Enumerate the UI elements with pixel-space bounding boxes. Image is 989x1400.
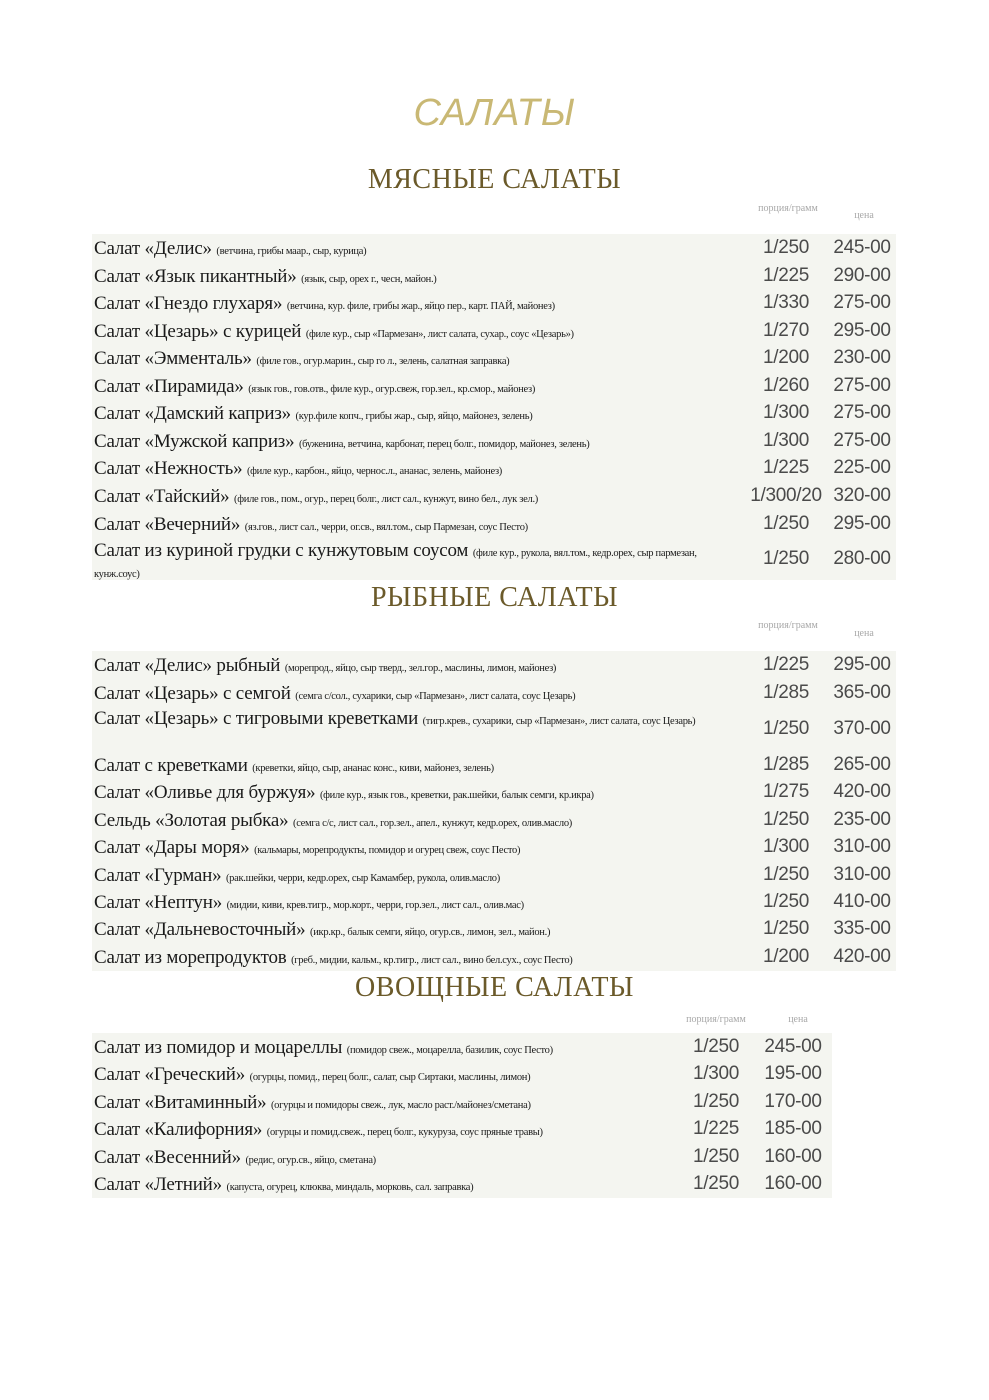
price: 420-00 <box>833 946 891 967</box>
menu-item-row <box>92 943 896 971</box>
portion-size: 1/300 <box>692 1063 740 1084</box>
menu-item-row <box>92 427 896 454</box>
menu-item-row <box>92 706 896 751</box>
column-header-portion: порция/грамм <box>758 620 818 631</box>
dish-title: Салат «Дары моря» <box>94 837 250 858</box>
portion-size: 1/250 <box>762 809 810 830</box>
menu-item-row <box>92 1060 832 1088</box>
dish-ingredients: (семга с/с, лист сал., гор.зел., апел., кунжут, кедр.орех, олив.масло) <box>293 818 572 829</box>
menu-item-row <box>92 1170 832 1198</box>
menu-item-row <box>92 262 896 289</box>
price: 295-00 <box>833 320 891 341</box>
dish-name <box>94 1174 664 1199</box>
dish-title: Салат «Летний» <box>94 1174 222 1195</box>
menu-item-row <box>92 806 896 833</box>
menu-item-row <box>92 861 896 888</box>
vegetable-salads-table <box>92 1033 832 1198</box>
menu-item-row <box>92 651 896 679</box>
price: 295-00 <box>833 513 891 534</box>
menu-item-row <box>92 344 896 372</box>
dish-name <box>94 403 744 428</box>
dish-name <box>94 542 744 584</box>
dish-ingredients: (филе кур., рукола, вял.том., кедр.орех, сыр пармезан, кунж.соус) <box>94 548 697 580</box>
dish-title: Салат «Дальневосточный» <box>94 919 306 940</box>
dish-title: Салат «Делис» <box>94 238 212 259</box>
menu-item-row <box>92 751 896 778</box>
section-title-vegetable: ОВОЩНЫЕ САЛАТЫ <box>355 972 634 1003</box>
dish-ingredients: (ветчина, кур. филе, грибы жар., яйцо пер., карт. ПАЙ, майонез) <box>286 301 555 312</box>
dish-title: Салат «Вечерний» <box>94 514 241 535</box>
dish-title: Салат «Эмменталь» <box>94 348 252 369</box>
portion-size: 1/225 <box>762 457 810 478</box>
portion-size: 1/250 <box>762 548 810 569</box>
dish-name <box>94 1064 664 1089</box>
page-title: САЛАТЫ <box>413 92 576 134</box>
dish-ingredients: (яз.гов., лист сал., черри, ог.св., вял.том., сыр Пармезан, соус Песто) <box>244 522 528 533</box>
portion-size: 1/225 <box>762 265 810 286</box>
dish-ingredients: (язык, сыр, орех г., чесн, майон.) <box>301 274 437 285</box>
dish-name <box>94 810 734 835</box>
menu-item-row <box>92 915 896 943</box>
dish-name <box>94 947 734 972</box>
portion-size: 1/330 <box>762 292 810 313</box>
dish-title: Салат с креветками <box>94 755 248 776</box>
dish-name <box>94 892 734 917</box>
dish-ingredients: (икр.кр., балык семги, яйцо, огур.св., лимон, зел., майон.) <box>310 927 551 938</box>
fish-salads-table <box>92 651 896 971</box>
portion-size: 1/225 <box>692 1118 740 1139</box>
dish-title: Салат «Гнездо глухаря» <box>94 293 283 314</box>
menu-item-row <box>92 289 896 317</box>
dish-title: Салат «Нептун» <box>94 892 222 913</box>
dish-title: Салат «Дамский каприз» <box>94 403 291 424</box>
menu-item-row <box>92 1033 832 1060</box>
price: 160-00 <box>764 1146 822 1167</box>
portion-size: 1/250 <box>762 864 810 885</box>
portion-size: 1/250 <box>692 1146 740 1167</box>
menu-item-row <box>92 833 896 861</box>
portion-size: 1/250 <box>692 1173 740 1194</box>
price: 280-00 <box>833 548 891 569</box>
portion-size: 1/300/20 <box>750 485 822 506</box>
price: 160-00 <box>764 1173 822 1194</box>
portion-size: 1/250 <box>762 918 810 939</box>
dish-name <box>94 266 744 291</box>
dish-title: Салат «Язык пикантный» <box>94 266 297 287</box>
dish-title: Салат «Тайский» <box>94 486 230 507</box>
menu-item-row <box>92 1143 832 1170</box>
price: 310-00 <box>833 836 891 857</box>
portion-size: 1/200 <box>762 946 810 967</box>
dish-title: Салат «Греческий» <box>94 1064 246 1085</box>
section-title-meat: МЯСНЫЕ САЛАТЫ <box>367 164 622 195</box>
portion-size: 1/250 <box>762 513 810 534</box>
dish-ingredients: (огурцы, помид., перец болг., салат, сыр Сиртаки, маслины, лимон) <box>249 1072 531 1083</box>
dish-title: Салат «Калифорния» <box>94 1119 263 1140</box>
dish-name <box>94 238 744 263</box>
dish-name <box>94 683 734 708</box>
price: 230-00 <box>833 347 891 368</box>
dish-title: Салат «Витаминный» <box>94 1092 267 1113</box>
dish-name <box>94 1037 664 1062</box>
dish-name <box>94 865 734 890</box>
dish-ingredients: (мидии, киви, крев.тигр., мор.корт., черри, гор.зел., лист сал., олив.мас) <box>226 900 524 911</box>
menu-item-row <box>92 778 896 806</box>
dish-ingredients: (тигр.крев., сухарики, сыр «Пармезан», лист салата, соус Цезарь) <box>422 716 696 727</box>
dish-title: Салат «Нежность» <box>94 458 243 479</box>
column-header-portion: порция/грамм <box>758 203 818 214</box>
dish-ingredients: (капуста, огурец, клюква, миндаль, морковь, сал. заправка) <box>226 1182 474 1193</box>
portion-size: 1/250 <box>692 1091 740 1112</box>
dish-title: Салат «Весенний» <box>94 1147 241 1168</box>
price: 275-00 <box>833 402 891 423</box>
dish-title: Салат «Гурман» <box>94 865 222 886</box>
dish-name <box>94 348 744 373</box>
dish-name <box>94 710 734 731</box>
price: 410-00 <box>833 891 891 912</box>
menu-item-row <box>92 679 896 706</box>
menu-item-row <box>92 538 896 580</box>
dish-ingredients: (креветки, яйцо, сыр, ананас конс., киви, майонез, зелень) <box>252 763 494 774</box>
dish-ingredients: (греб., мидии, кальм., кр.тигр., лист сал., вино бел.сух., соус Песто) <box>291 955 573 966</box>
dish-name <box>94 1147 664 1172</box>
dish-title: Салат из морепродуктов <box>94 947 287 968</box>
dish-ingredients: (огурцы и помид.свеж., перец болг., кукуруза, соус пряные травы) <box>266 1127 543 1138</box>
dish-title: Салат из куриной грудки с кунжутовым соусом <box>94 540 469 561</box>
price: 295-00 <box>833 654 891 675</box>
portion-size: 1/285 <box>762 754 810 775</box>
price: 245-00 <box>833 237 891 258</box>
price: 320-00 <box>833 485 891 506</box>
price: 335-00 <box>833 918 891 939</box>
portion-size: 1/285 <box>762 682 810 703</box>
dish-name <box>94 376 744 401</box>
dish-title: Салат «Оливье для буржуя» <box>94 782 316 803</box>
dish-name <box>94 486 744 511</box>
price: 195-00 <box>764 1063 822 1084</box>
dish-name <box>94 919 734 944</box>
dish-ingredients: (помидор свеж., моцарелла, базилик, соус Песто) <box>346 1045 553 1056</box>
dish-name <box>94 1092 664 1117</box>
dish-title: Салат «Цезарь» с семгой <box>94 683 291 704</box>
dish-ingredients: (кур.филе копч., грибы жар., сыр, яйцо, майонез, зелень) <box>295 411 533 422</box>
price: 170-00 <box>764 1091 822 1112</box>
dish-title: Салат «Цезарь» с тигровыми креветками <box>94 708 419 729</box>
portion-size: 1/270 <box>762 320 810 341</box>
dish-ingredients: (семга с/сол., сухарики, сыр «Пармезан», лист салата, соус Цезарь) <box>295 691 576 702</box>
portion-size: 1/225 <box>762 654 810 675</box>
dish-name <box>94 458 744 483</box>
dish-name <box>94 293 744 318</box>
price: 365-00 <box>833 682 891 703</box>
portion-size: 1/300 <box>762 836 810 857</box>
price: 185-00 <box>764 1118 822 1139</box>
dish-ingredients: (рак.шейки, черри, кедр.орех, сыр Камамбер, рукола, олив.масло) <box>225 873 500 884</box>
dish-name <box>94 1119 664 1144</box>
price: 290-00 <box>833 265 891 286</box>
dish-ingredients: (филе кур., язык гов., креветки, рак.шейки, балык семги, кр.икра) <box>319 790 594 801</box>
dish-ingredients: (редис, огур.св., яйцо, сметана) <box>245 1155 376 1166</box>
dish-title: Салат «Цезарь» с курицей <box>94 321 302 342</box>
menu-item-row <box>92 1115 832 1143</box>
menu-item-row <box>92 317 896 344</box>
column-header-price: цена <box>854 210 874 221</box>
dish-ingredients: (буженина, ветчина, карбонат, перец болг., помидор, майонез, зелень) <box>298 439 590 450</box>
price: 420-00 <box>833 781 891 802</box>
portion-size: 1/250 <box>762 891 810 912</box>
price: 245-00 <box>764 1036 822 1057</box>
menu-item-row <box>92 399 896 427</box>
dish-ingredients: (филе гов., огур.марин., сыр го л., зелень, салатная заправка) <box>256 356 510 367</box>
dish-title: Сельдь «Золотая рыбка» <box>94 810 289 831</box>
portion-size: 1/300 <box>762 402 810 423</box>
portion-size: 1/275 <box>762 781 810 802</box>
dish-ingredients: (филе кур., сыр «Пармезан», лист салата, сухар., соус «Цезарь») <box>305 329 574 340</box>
menu-item-row <box>92 888 896 915</box>
dish-name <box>94 755 734 780</box>
menu-item-row <box>92 372 896 399</box>
price: 310-00 <box>833 864 891 885</box>
dish-name <box>94 321 744 346</box>
price: 235-00 <box>833 809 891 830</box>
dish-name <box>94 431 744 456</box>
price: 275-00 <box>833 430 891 451</box>
price: 225-00 <box>833 457 891 478</box>
dish-ingredients: (язык гов., гов.отв., филе кур., огур.свеж, гор.зел., кр.смор., майонез) <box>248 384 536 395</box>
menu-item-row <box>92 234 896 262</box>
dish-title: Салат «Делис» рыбный <box>94 655 281 676</box>
column-header-price: цена <box>788 1014 808 1025</box>
dish-ingredients: (филе кур., карбон., яйцо, чернос.л., ананас, зелень, майонез) <box>246 466 502 477</box>
price: 275-00 <box>833 292 891 313</box>
dish-ingredients: (филе гов., пом., огур., перец болг., лист сал., кунжут, вино бел., лук зел.) <box>234 494 538 505</box>
dish-title: Салат из помидор и моцареллы <box>94 1037 343 1058</box>
dish-ingredients: (ветчина, грибы маар., сыр, курица) <box>216 246 367 257</box>
menu-item-row <box>92 510 896 538</box>
price: 275-00 <box>833 375 891 396</box>
price: 370-00 <box>833 718 891 739</box>
dish-title: Салат «Мужской каприз» <box>94 431 295 452</box>
menu-item-row <box>92 482 896 510</box>
dish-title: Салат «Пирамида» <box>94 376 244 397</box>
price: 265-00 <box>833 754 891 775</box>
portion-size: 1/200 <box>762 347 810 368</box>
portion-size: 1/300 <box>762 430 810 451</box>
column-header-price: цена <box>854 628 874 639</box>
section-title-fish: РЫБНЫЕ САЛАТЫ <box>370 582 619 613</box>
menu-item-row <box>92 1088 832 1115</box>
dish-ingredients: (огурцы и помидоры свеж., лук, масло раст./майонез/сметана) <box>270 1100 531 1111</box>
dish-name <box>94 514 744 539</box>
dish-name <box>94 655 734 680</box>
column-header-portion: порция/грамм <box>686 1014 746 1025</box>
meat-salads-table <box>92 234 896 580</box>
portion-size: 1/250 <box>762 718 810 739</box>
menu-item-row <box>92 454 896 482</box>
portion-size: 1/260 <box>762 375 810 396</box>
dish-name <box>94 837 734 862</box>
dish-ingredients: (морепрод., яйцо, сыр тверд., зел.гор., маслины, лимон, майонез) <box>284 663 557 674</box>
portion-size: 1/250 <box>692 1036 740 1057</box>
dish-name <box>94 782 734 807</box>
portion-size: 1/250 <box>762 237 810 258</box>
dish-ingredients: (кальмары, морепродукты, помидор и огурец свеж, соус Песто) <box>254 845 521 856</box>
